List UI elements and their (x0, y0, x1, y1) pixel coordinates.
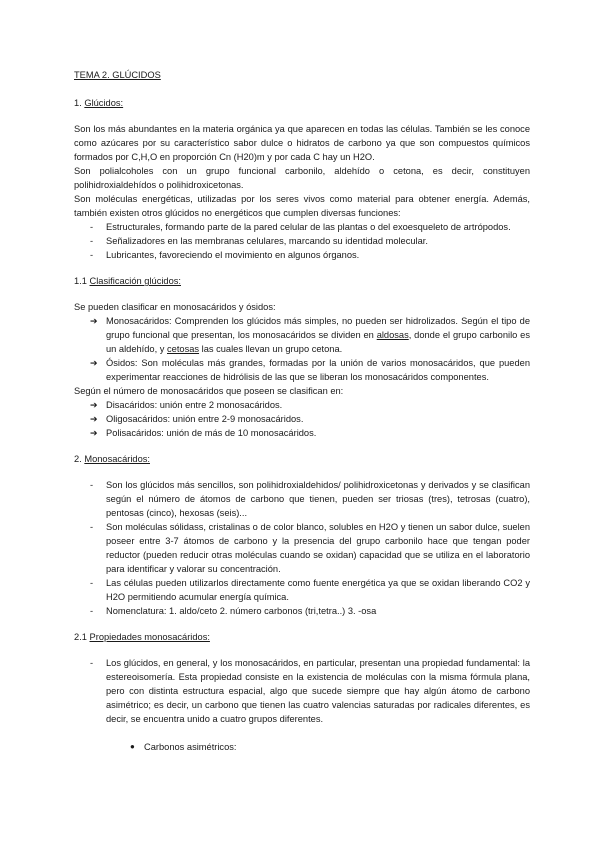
classification-intro: Se pueden clasificar en monosacáridos y ósidos: (74, 302, 276, 312)
section-2-heading: 2. Monosacáridos: (74, 454, 150, 464)
list-item: - Son los glúcidos más sencillos, son polihidroxialdehidos/ polihidroxicetonas y derivados y se clasifican según el número de átomos de carbono que tienen, pueden ser triosas (tres), tetrosas (cuatro), pentosas (cinco), hexosas (seis)... (90, 480, 530, 518)
arrow-icon: ➔ (90, 400, 98, 410)
functions-list (74, 220, 530, 262)
list-item: - Los glúcidos, en general, y los monosacáridos, en particular, presentan una propiedad fundamental: la estereoisomería. Esta propiedad consiste en la existencia de moléculas con la misma fórmula plana, pero con distinta estructura espacial, algo que sucede siempre que hay algún átomo de carbono asimétrico; es decir, un carbono que tienen las cuatro valencias saturadas por radicales diferentes, es decir, se encuentra unido a cuatro grupos diferentes. (90, 658, 530, 724)
arrow-icon: ➔ (90, 414, 98, 424)
section-1-1-heading: 1.1 Clasificación glúcidos: (74, 276, 181, 286)
properties-list (74, 656, 530, 726)
bullet-icon: ● (130, 742, 135, 751)
bullet-list (74, 740, 530, 754)
list-item: ➔ Polisacáridos: unión de más de 10 monosacáridos. (90, 428, 317, 438)
classification-intro-2: Según el número de monosacáridos que poseen se clasifican en: (74, 386, 344, 396)
list-item: - Lubricantes, favoreciendo el movimiento en algunos órganos. (90, 250, 360, 260)
section-1-paragraph-2: Son polialcoholes con un grupo funcional carbonilo, aldehído o cetona, es decir, constituyen polihidroxialdehídos o polihidroxicetonas. (74, 166, 530, 190)
arrow-icon: ➔ (90, 316, 98, 326)
document-title: TEMA 2. GLÚCIDOS (74, 70, 161, 80)
monosaccharides-list (74, 478, 530, 618)
arrow-icon: ➔ (90, 358, 98, 368)
list-item-monosacaridos: ➔ Monosacáridos: Comprenden los glúcidos más simples, no pueden ser hidrolizados. Según el tipo de grupo funcional que presentan, los monosacáridos se dividen en aldosas, donde el grupo carbonilo es un aldehído, y cetosas las cuales llevan un grupo cetona. (90, 316, 531, 354)
section-1-paragraph-3: Son moléculas energéticas, utilizadas por los seres vivos como material para obtener energía. Además, también existen otros glúcidos no energéticos que cumplen diversas funciones: (74, 194, 530, 218)
page-content (74, 68, 530, 754)
list-item: - Estructurales, formando parte de la pared celular de las plantas o del exoesqueleto de artrópodos. (90, 222, 511, 232)
list-item: ➔ Oligosacáridos: unión entre 2-9 monosacáridos. (90, 414, 304, 424)
list-item: ● Carbonos asimétricos: (130, 742, 237, 752)
list-item: - Las células pueden utilizarlos directamente como fuente energética ya que se oxidan liberando CO2 y H2O permitiendo acumular energía química. (90, 578, 530, 602)
count-classification-list (74, 398, 530, 440)
list-item: - Señalizadores en las membranas celulares, marcando su identidad molecular. (90, 236, 428, 246)
section-1-heading: 1. Glúcidos: (74, 98, 124, 108)
section-2-1-heading: 2.1 Propiedades monosacáridos: (74, 632, 210, 642)
list-item: ➔ Disacáridos: unión entre 2 monosacáridos. (90, 400, 283, 410)
list-item-osidos: ➔ Ósidos: Son moléculas más grandes, formadas por la unión de varios monosacáridos, que pueden experimentar reacciones de hidrólisis de las que se liberan los monosacáridos componentes. (90, 358, 530, 382)
section-1-paragraph-1: Son los más abundantes en la materia orgánica ya que aparecen en todas las células. También se les conoce como azúcares por su característico sabor dulce o hidratos de carbono ya que son compuestos químicos formados por C,H,O en proporción Cn (H20)m y por cada C hay un H2O. (74, 124, 530, 162)
list-item: - Son moléculas sólidass, cristalinas o de color blanco, solubles en H2O y tienen un sabor dulce, suelen poseer entre 3-7 átomos de carbono y la presencia del grupo carbonilo hace que tengan poder reductor (pueden reducir otras moléculas cuando se oxidan) capacidad que se utiliza en el laboratorio para identificar y valorar su concentración. (90, 522, 530, 574)
list-item: - Nomenclatura: 1. aldo/ceto 2. número carbonos (tri,tetra..) 3. -osa (90, 606, 377, 616)
classification-list (74, 314, 530, 384)
arrow-icon: ➔ (90, 428, 98, 438)
